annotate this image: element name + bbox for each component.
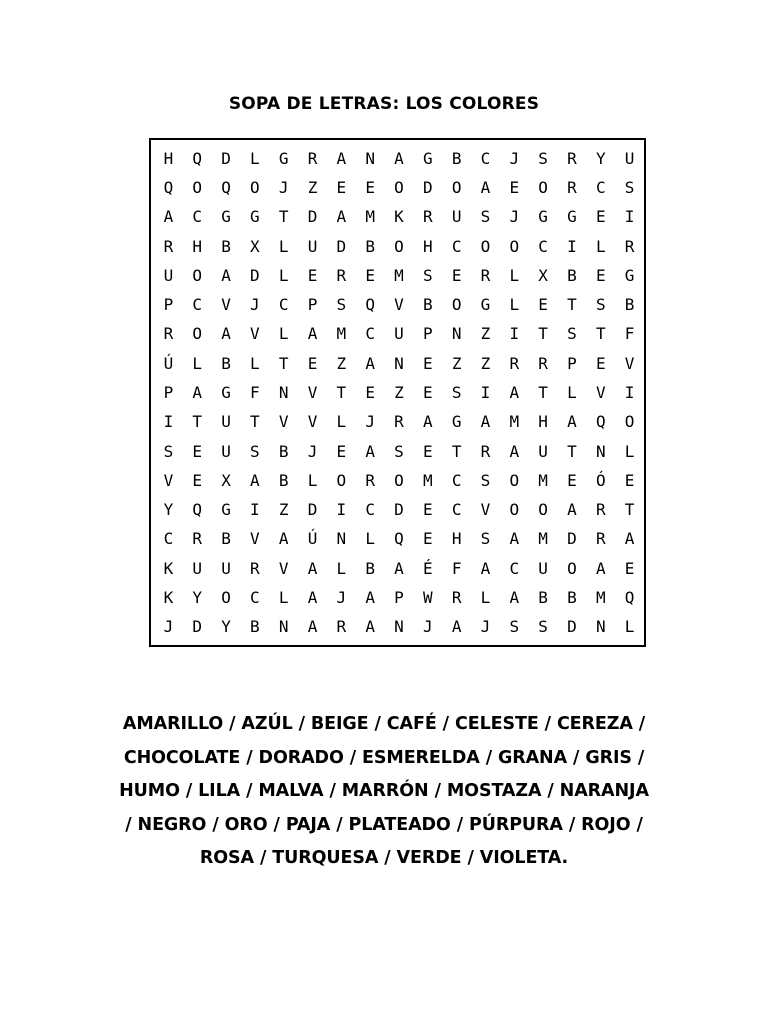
grid-letter-cell: T — [278, 207, 289, 227]
grid-letter-cell: M — [336, 324, 347, 344]
grid-letter-cell: I — [624, 382, 635, 402]
grid-letter-cell: O — [336, 470, 347, 490]
grid-letter-cell: T — [595, 324, 606, 344]
grid-letter-cell: K — [163, 588, 174, 608]
grid-letter-cell: O — [624, 412, 635, 432]
grid-letter-cell: U — [221, 412, 231, 432]
grid-letter-cell: X — [538, 265, 548, 285]
grid-letter-cell: A — [394, 148, 404, 168]
grid-letter-cell: A — [278, 529, 289, 549]
grid-letter-cell: R — [538, 353, 548, 373]
grid-letter-cell: D — [307, 207, 318, 227]
grid-letter-cell: A — [336, 207, 347, 227]
grid-letter-cell: C — [192, 295, 203, 315]
grid-letter-cell: E — [423, 529, 433, 549]
grid-letter-cell: B — [624, 295, 635, 315]
grid-letter-cell: B — [567, 588, 577, 608]
grid-letter-cell: U — [394, 324, 404, 344]
grid-letter-cell: S — [336, 295, 347, 315]
grid-letter-cell: P — [423, 324, 433, 344]
grid-letter-cell: T — [567, 295, 577, 315]
grid-letter-cell: Q — [394, 529, 404, 549]
grid-letter-cell: O — [394, 470, 404, 490]
grid-letter-cell: A — [365, 588, 375, 608]
grid-letter-cell: L — [480, 588, 491, 608]
grid-letter-cell: N — [394, 617, 404, 637]
grid-letter-cell: A — [221, 324, 231, 344]
grid-letter-cell: L — [278, 265, 289, 285]
grid-letter-cell: V — [250, 529, 260, 549]
grid-letter-cell: C — [278, 295, 289, 315]
grid-letter-cell: E — [336, 441, 347, 461]
grid-letter-cell: O — [451, 177, 462, 197]
grid-letter-cell: S — [538, 148, 548, 168]
grid-letter-cell: A — [509, 441, 520, 461]
grid-letter-cell: F — [624, 324, 635, 344]
grid-letter-cell: R — [394, 412, 404, 432]
grid-letter-cell: L — [509, 265, 520, 285]
grid-letter-cell: M — [538, 470, 548, 490]
grid-letter-cell: X — [221, 470, 231, 490]
grid-letter-cell: S — [163, 441, 174, 461]
grid-letter-cell: E — [595, 207, 606, 227]
grid-letter-cell: G — [538, 207, 548, 227]
grid-letter-cell: E — [365, 382, 375, 402]
grid-letter-cell: V — [250, 324, 260, 344]
grid-letter-cell: R — [480, 441, 491, 461]
grid-letter-cell: E — [595, 353, 606, 373]
grid-letter-cell: L — [192, 353, 203, 373]
grid-letter-cell: N — [451, 324, 462, 344]
grid-letter-cell: R — [250, 558, 260, 578]
grid-letter-cell: B — [365, 236, 375, 256]
grid-letter-cell: B — [221, 529, 231, 549]
grid-letter-cell: M — [538, 529, 548, 549]
grid-letter-cell: V — [278, 412, 289, 432]
word-search-grid-frame — [149, 138, 646, 647]
grid-letter-cell: J — [336, 588, 347, 608]
grid-letter-cell: R — [336, 265, 347, 285]
grid-letter-cell: O — [509, 470, 520, 490]
grid-letter-cell: Z — [480, 353, 491, 373]
grid-letter-cell: L — [250, 148, 260, 168]
grid-letter-cell: E — [365, 177, 375, 197]
grid-letter-cell: L — [336, 558, 347, 578]
grid-letter-cell: E — [423, 382, 433, 402]
grid-letter-cell: C — [365, 500, 375, 520]
grid-letter-cell: D — [192, 617, 203, 637]
grid-letter-cell: E — [423, 441, 433, 461]
grid-letter-cell: H — [423, 236, 433, 256]
grid-letter-cell: A — [624, 529, 635, 549]
grid-letter-cell: S — [480, 470, 491, 490]
word-list-line: / NEGRO / ORO / PAJA / PLATEADO / PÚRPURA / ROJO / — [125, 814, 643, 835]
grid-letter-cell: K — [394, 207, 404, 227]
grid-letter-cell: A — [250, 470, 260, 490]
word-list-line: ROSA / TURQUESA / VERDE / VIOLETA. — [199, 848, 569, 868]
grid-letter-cell: P — [567, 353, 577, 373]
grid-letter-cell: L — [509, 295, 520, 315]
grid-letter-cell: T — [451, 441, 462, 461]
grid-letter-cell: A — [480, 558, 491, 578]
grid-letter-cell: R — [624, 236, 635, 256]
grid-letter-cell: J — [423, 617, 433, 637]
grid-letter-cell: Y — [595, 148, 606, 168]
grid-letter-cell: L — [307, 470, 318, 490]
grid-letter-cell: G — [221, 500, 231, 520]
grid-letter-cell: N — [595, 617, 606, 637]
grid-letter-cell: U — [192, 558, 203, 578]
grid-letter-cell: S — [250, 441, 260, 461]
grid-letter-cell: D — [336, 236, 347, 256]
grid-letter-cell: V — [278, 558, 289, 578]
grid-letter-cell: G — [624, 265, 635, 285]
grid-letter-cell: C — [451, 236, 462, 256]
grid-letter-cell: E — [624, 558, 635, 578]
grid-letter-cell: H — [451, 529, 462, 549]
grid-letter-cell: I — [480, 382, 491, 402]
grid-letter-cell: B — [423, 295, 433, 315]
grid-letter-cell: R — [163, 324, 174, 344]
grid-letter-cell: P — [394, 588, 404, 608]
grid-letter-cell: E — [624, 470, 635, 490]
grid-letter-cell: S — [595, 295, 606, 315]
grid-letter-cell: Z — [278, 500, 289, 520]
grid-letter-cell: D — [567, 617, 577, 637]
grid-letter-cell: Y — [163, 500, 174, 520]
grid-letter-cell: P — [163, 382, 174, 402]
grid-letter-cell: A — [451, 617, 462, 637]
grid-letter-cell: Ú — [307, 529, 318, 549]
grid-letter-cell: A — [595, 558, 606, 578]
grid-letter-cell: E — [509, 177, 520, 197]
grid-letter-cell: A — [307, 588, 318, 608]
grid-letter-cell: R — [365, 470, 375, 490]
grid-letter-cell: M — [365, 207, 375, 227]
grid-letter-cell: M — [509, 412, 520, 432]
grid-letter-cell: F — [451, 558, 462, 578]
grid-letter-cell: O — [451, 295, 462, 315]
grid-letter-cell: E — [567, 470, 577, 490]
grid-letter-cell: G — [221, 382, 231, 402]
grid-letter-cell: C — [250, 588, 260, 608]
grid-letter-cell: M — [423, 470, 433, 490]
grid-letter-cell: L — [567, 382, 577, 402]
grid-letter-cell: R — [336, 617, 347, 637]
grid-letter-cell: T — [538, 382, 548, 402]
grid-letter-cell: V — [221, 295, 231, 315]
grid-letter-cell: A — [567, 500, 577, 520]
grid-letter-cell: S — [394, 441, 404, 461]
grid-letter-cell: V — [307, 382, 318, 402]
grid-letter-cell: R — [595, 529, 606, 549]
grid-letter-cell: R — [163, 236, 174, 256]
grid-letter-cell: A — [480, 177, 491, 197]
grid-letter-cell: H — [192, 236, 203, 256]
grid-letter-cell: C — [595, 177, 606, 197]
grid-letter-cell: E — [192, 470, 203, 490]
grid-letter-cell: G — [278, 148, 289, 168]
grid-letter-cell: E — [451, 265, 462, 285]
grid-letter-cell: S — [567, 324, 577, 344]
grid-letter-cell: R — [192, 529, 203, 549]
grid-letter-cell: V — [163, 470, 174, 490]
grid-letter-cell: R — [509, 353, 520, 373]
grid-letter-cell: L — [365, 529, 375, 549]
grid-letter-cell: S — [509, 617, 520, 637]
grid-letter-cell: L — [278, 588, 289, 608]
grid-letter-cell: C — [509, 558, 520, 578]
grid-letter-cell: B — [365, 558, 375, 578]
grid-letter-cell: Y — [192, 588, 203, 608]
grid-letter-cell: P — [307, 295, 318, 315]
grid-letter-cell: B — [221, 236, 231, 256]
grid-letter-cell: U — [538, 558, 548, 578]
grid-letter-cell: Q — [365, 295, 375, 315]
grid-letter-cell: B — [250, 617, 260, 637]
grid-letter-cell: B — [538, 588, 548, 608]
grid-letter-cell: T — [538, 324, 548, 344]
grid-letter-cell: N — [336, 529, 347, 549]
grid-letter-cell: N — [394, 353, 404, 373]
grid-letter-cell: E — [538, 295, 548, 315]
grid-letter-cell: U — [221, 558, 231, 578]
grid-letter-cell: S — [624, 177, 635, 197]
grid-letter-cell: R — [423, 207, 433, 227]
grid-letter-cell: K — [163, 558, 174, 578]
grid-letter-cell: I — [250, 500, 260, 520]
grid-letter-cell: U — [624, 148, 635, 168]
grid-letter-cell: G — [250, 207, 260, 227]
grid-letter-cell: E — [192, 441, 203, 461]
grid-letter-cell: D — [423, 177, 433, 197]
grid-letter-cell: J — [307, 441, 318, 461]
grid-letter-cell: T — [336, 382, 347, 402]
grid-letter-cell: Q — [595, 412, 606, 432]
grid-letter-cell: A — [567, 412, 577, 432]
grid-letter-cell: N — [365, 148, 375, 168]
grid-letter-cell: U — [451, 207, 462, 227]
grid-letter-cell: Q — [192, 148, 203, 168]
grid-letter-cell: J — [509, 148, 520, 168]
grid-letter-cell: I — [336, 500, 347, 520]
grid-letter-cell: I — [624, 207, 635, 227]
grid-letter-cell: J — [509, 207, 520, 227]
grid-letter-cell: D — [394, 500, 404, 520]
grid-letter-cell: H — [163, 148, 174, 168]
grid-letter-cell: I — [509, 324, 520, 344]
grid-letter-cell: C — [538, 236, 548, 256]
grid-letter-cell: O — [480, 236, 491, 256]
grid-letter-cell: L — [278, 324, 289, 344]
grid-letter-cell: J — [278, 177, 289, 197]
grid-letter-cell: Ó — [595, 470, 606, 490]
grid-letter-cell: O — [192, 177, 203, 197]
grid-letter-cell: A — [423, 412, 433, 432]
grid-letter-cell: R — [567, 177, 577, 197]
grid-letter-cell: O — [567, 558, 577, 578]
grid-letter-cell: C — [451, 470, 462, 490]
grid-letter-cell: N — [595, 441, 606, 461]
grid-letter-cell: N — [278, 382, 289, 402]
grid-letter-cell: Z — [336, 353, 347, 373]
grid-letter-cell: U — [307, 236, 318, 256]
grid-letter-cell: D — [567, 529, 577, 549]
grid-letter-cell: V — [624, 353, 635, 373]
page-title: SOPA DE LETRAS: LOS COLORES — [228, 94, 540, 114]
grid-letter-cell: C — [480, 148, 491, 168]
grid-letter-cell: J — [163, 617, 174, 637]
grid-letter-cell: V — [595, 382, 606, 402]
grid-letter-cell: A — [394, 558, 404, 578]
grid-letter-cell: A — [509, 529, 520, 549]
grid-letter-cell: A — [163, 207, 174, 227]
grid-letter-cell: M — [394, 265, 404, 285]
grid-letter-cell: O — [250, 177, 260, 197]
grid-letter-cell: V — [480, 500, 491, 520]
grid-letter-cell: X — [250, 236, 260, 256]
grid-letter-cell: G — [451, 412, 462, 432]
grid-letter-cell: R — [307, 148, 318, 168]
grid-letter-cell: G — [423, 148, 433, 168]
grid-letter-cell: A — [336, 148, 347, 168]
grid-letter-cell: S — [451, 382, 462, 402]
word-list — [104, 708, 664, 876]
grid-letter-cell: B — [278, 441, 289, 461]
grid-letter-cell: L — [278, 236, 289, 256]
grid-letter-cell: L — [336, 412, 347, 432]
grid-letter-cell: L — [624, 617, 635, 637]
grid-letter-cell: A — [307, 324, 318, 344]
grid-letter-cell: B — [278, 470, 289, 490]
grid-letter-cell: A — [221, 265, 231, 285]
grid-letter-cell: E — [423, 353, 433, 373]
grid-letter-cell: Q — [221, 177, 231, 197]
grid-letter-cell: I — [163, 412, 174, 432]
grid-letter-cell: O — [394, 236, 404, 256]
grid-letter-cell: E — [595, 265, 606, 285]
grid-letter-cell: D — [250, 265, 260, 285]
grid-letter-cell: H — [538, 412, 548, 432]
grid-letter-cell: R — [595, 500, 606, 520]
grid-letter-cell: L — [595, 236, 606, 256]
grid-letter-cell: U — [538, 441, 548, 461]
grid-letter-cell: S — [480, 207, 491, 227]
grid-letter-cell: I — [567, 236, 577, 256]
grid-letter-cell: L — [250, 353, 260, 373]
grid-letter-cell: A — [365, 617, 375, 637]
grid-letter-cell: C — [451, 500, 462, 520]
grid-letter-cell: A — [509, 382, 520, 402]
grid-letter-cell: S — [538, 617, 548, 637]
grid-letter-cell: E — [307, 353, 318, 373]
grid-letter-cell: B — [221, 353, 231, 373]
grid-letter-cell: A — [480, 412, 491, 432]
grid-letter-cell: U — [163, 265, 174, 285]
grid-letter-cell: P — [163, 295, 174, 315]
grid-letter-cell: O — [509, 500, 520, 520]
grid-letter-cell: B — [567, 265, 577, 285]
word-list-line: CHOCOLATE / DORADO / ESMERELDA / GRANA / GRIS / — [123, 747, 645, 768]
grid-letter-cell: O — [538, 177, 548, 197]
grid-letter-cell: G — [221, 207, 231, 227]
grid-letter-cell: Ú — [163, 353, 174, 373]
grid-letter-cell: M — [595, 588, 606, 608]
grid-letter-cell: L — [624, 441, 635, 461]
grid-letter-cell: T — [624, 500, 635, 520]
grid-letter-cell: W — [423, 588, 433, 608]
grid-letter-cell: N — [278, 617, 289, 637]
grid-letter-cell: C — [163, 529, 174, 549]
grid-letter-cell: Q — [624, 588, 635, 608]
grid-letter-cell: A — [365, 441, 375, 461]
grid-letter-cell: T — [250, 412, 260, 432]
grid-letter-cell: É — [423, 558, 433, 578]
grid-letter-cell: V — [394, 295, 404, 315]
grid-letter-cell: O — [192, 265, 203, 285]
grid-letter-cell: R — [480, 265, 491, 285]
grid-letter-cell: J — [480, 617, 491, 637]
grid-letter-cell: O — [538, 500, 548, 520]
grid-letter-cell: C — [192, 207, 203, 227]
grid-letter-cell: D — [221, 148, 231, 168]
grid-letter-cell: S — [480, 529, 491, 549]
word-list-line: AMARILLO / AZÚL / BEIGE / CAFÉ / CELESTE / CEREZA / — [122, 714, 646, 734]
grid-letter-cell: A — [307, 558, 318, 578]
word-list-line: HUMO / LILA / MALVA / MARRÓN / MOSTAZA / NARANJA — [119, 781, 649, 801]
grid-letter-cell: G — [567, 207, 577, 227]
grid-letter-cell: J — [365, 412, 375, 432]
grid-letter-cell: S — [423, 265, 433, 285]
word-search-grid — [154, 144, 644, 642]
grid-letter-cell: A — [365, 353, 375, 373]
grid-letter-cell: O — [509, 236, 520, 256]
grid-letter-cell: Z — [451, 353, 462, 373]
grid-letter-cell: A — [509, 588, 520, 608]
grid-letter-cell: G — [480, 295, 491, 315]
grid-letter-cell: Y — [221, 617, 231, 637]
grid-letter-cell: O — [192, 324, 203, 344]
grid-letter-cell: O — [221, 588, 231, 608]
grid-letter-cell: O — [394, 177, 404, 197]
grid-letter-cell: A — [192, 382, 203, 402]
grid-letter-cell: Z — [307, 177, 318, 197]
grid-letter-cell: T — [567, 441, 577, 461]
grid-letter-cell: Q — [192, 500, 203, 520]
grid-letter-cell: E — [307, 265, 318, 285]
grid-letter-cell: E — [365, 265, 375, 285]
grid-letter-cell: T — [278, 353, 289, 373]
grid-letter-cell: R — [567, 148, 577, 168]
grid-letter-cell: J — [250, 295, 260, 315]
grid-letter-cell: A — [307, 617, 318, 637]
grid-letter-cell: R — [451, 588, 462, 608]
grid-letter-cell: Z — [394, 382, 404, 402]
grid-letter-cell: E — [423, 500, 433, 520]
grid-letter-cell: C — [365, 324, 375, 344]
grid-letter-cell: E — [336, 177, 347, 197]
grid-letter-cell: T — [192, 412, 203, 432]
grid-letter-cell: B — [451, 148, 462, 168]
grid-letter-cell: U — [221, 441, 231, 461]
grid-letter-cell: V — [307, 412, 318, 432]
grid-letter-cell: D — [307, 500, 318, 520]
grid-letter-cell: F — [250, 382, 260, 402]
grid-letter-cell: Z — [480, 324, 491, 344]
grid-letter-cell: Q — [163, 177, 174, 197]
